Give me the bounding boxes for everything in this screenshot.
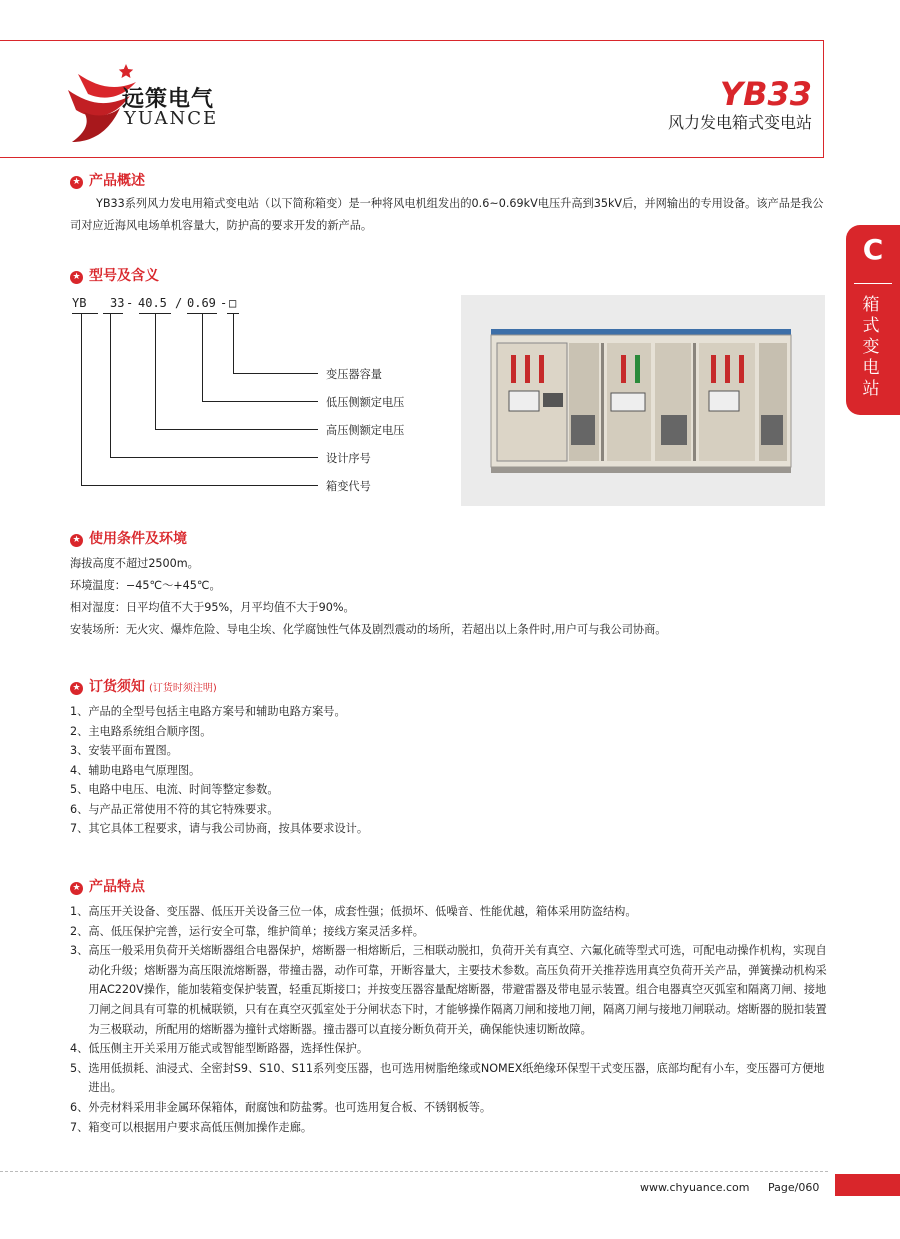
leader-horizontal-hv bbox=[155, 429, 318, 430]
ordering-subtitle: (订货时须注明) bbox=[149, 683, 217, 694]
ordering-heading bbox=[70, 676, 217, 696]
underline-yb bbox=[72, 313, 98, 314]
label-hv-rated-voltage: 高压侧额定电压 bbox=[326, 424, 405, 437]
list-item bbox=[70, 819, 840, 839]
ordering-list bbox=[70, 702, 840, 839]
model-code-series: 33 bbox=[110, 296, 125, 310]
footer-accent-block bbox=[835, 1174, 900, 1196]
overview-text: YB33系列风力发电用箱式变电站（以下简称箱变）是一种将风电机组发出的0.6~0.69kV电压升高到35kV后，并网输出的专用设备。该产品是我公司对应近海风电场单机容量大，防护高的要求开发的新产品。 bbox=[70, 197, 824, 232]
list-item bbox=[70, 702, 840, 722]
model-title: 型号及含义 bbox=[89, 268, 159, 284]
list-item-text: 产品的全型号包括主电路方案号和辅助电路方案号。 bbox=[88, 705, 346, 718]
list-item-number: 6、 bbox=[70, 1100, 89, 1114]
list-item-text: 辅助电路电气原理图。 bbox=[88, 763, 201, 777]
product-code: YB33 bbox=[719, 75, 812, 113]
leader-vertical-series bbox=[110, 313, 111, 457]
product-photo bbox=[461, 295, 825, 506]
leader-vertical-hv bbox=[155, 313, 156, 429]
conditions-heading bbox=[70, 528, 187, 548]
ordering-title: 订货须知 bbox=[89, 679, 145, 695]
list-item-text: 电路中电压、电流、时间等整定参数。 bbox=[88, 783, 279, 796]
list-item-number: 7、 bbox=[70, 822, 89, 835]
condition-line: 安装场所：无火灾、爆炸危险、导电尘埃、化学腐蚀性气体及剧烈震动的场所，若超出以上条件时,用户可与我公司协商。 bbox=[70, 623, 667, 636]
list-item-text: 安装平面布置图。 bbox=[88, 744, 178, 757]
brand-name-en: YUANCE bbox=[124, 108, 219, 129]
list-item bbox=[70, 1039, 832, 1059]
brand-name-cn: 远策电气 bbox=[122, 87, 215, 112]
list-item-text: 高压开关设备、变压器、低压开关设备三位一体，成套性强；低损坏、低噪音、性能优越，箱体采用防盗结构。 bbox=[88, 905, 637, 918]
list-item-number: 3、 bbox=[70, 744, 89, 757]
condition-line: 相对湿度：日平均值不大于95%，月平均值不大于90%。 bbox=[70, 601, 355, 614]
overview-heading bbox=[70, 170, 145, 190]
model-code-yb: YB bbox=[72, 296, 87, 310]
leader-horizontal-capacity bbox=[233, 373, 318, 374]
model-code-hv: 40.5 bbox=[138, 296, 167, 310]
list-item bbox=[70, 1059, 832, 1098]
list-item bbox=[70, 761, 840, 781]
list-item-number: 7、 bbox=[70, 1120, 89, 1134]
leader-vertical-lv bbox=[202, 313, 203, 401]
list-item-text: 与产品正常使用不符的其它特殊要求。 bbox=[88, 802, 279, 816]
label-capacity: 变压器容量 bbox=[326, 368, 382, 381]
star-bullet-icon: ★ bbox=[70, 271, 83, 284]
star-bullet-icon: ★ bbox=[70, 882, 83, 895]
footer-page-number: Page/060 bbox=[768, 1181, 820, 1194]
label-design-serial: 设计序号 bbox=[326, 452, 371, 465]
features-heading bbox=[70, 876, 145, 896]
list-item-text: 主电路系统组合顺序图。 bbox=[88, 724, 212, 738]
list-item bbox=[70, 800, 840, 820]
list-item-text: 其它具体工程要求，请与我公司协商，按具体要求设计。 bbox=[88, 822, 369, 835]
condition-line: 环境温度：−45℃～+45℃。 bbox=[70, 579, 221, 592]
category-name: 箱式变电站 bbox=[862, 295, 880, 399]
list-item-number: 4、 bbox=[70, 763, 89, 777]
list-item-number: 6、 bbox=[70, 802, 89, 816]
category-letter: C bbox=[862, 233, 884, 266]
list-item-number: 5、 bbox=[70, 1061, 89, 1075]
star-bullet-icon: ★ bbox=[70, 176, 83, 189]
list-item-number: 4、 bbox=[70, 1042, 89, 1056]
list-item bbox=[70, 941, 832, 1039]
list-item-text: 选用低损耗、油浸式、全密封S9、S10、S11系列变压器，也可选用树脂绝缘或NOMEX纸绝缘环保型干式变压器，底部均配有小车，变压器可方便地进出。 bbox=[88, 1061, 825, 1095]
list-item bbox=[70, 722, 840, 742]
footer-divider bbox=[0, 1171, 828, 1172]
list-item-number: 5、 bbox=[70, 783, 89, 796]
list-item-number: 2、 bbox=[70, 724, 89, 738]
list-item bbox=[70, 741, 840, 761]
footer-website: www.chyuance.com bbox=[640, 1181, 750, 1194]
product-name: 风力发电箱式变电站 bbox=[667, 113, 812, 132]
overview-title: 产品概述 bbox=[89, 173, 145, 189]
features-list bbox=[70, 902, 832, 1137]
star-bullet-icon: ★ bbox=[70, 682, 83, 695]
list-item-text: 低压侧主开关采用万能式或智能型断路器，选择性保护。 bbox=[88, 1042, 369, 1056]
label-lv-rated-voltage: 低压侧额定电压 bbox=[326, 396, 405, 409]
features-title: 产品特点 bbox=[89, 879, 145, 895]
list-item bbox=[70, 1098, 832, 1118]
list-item-text: 箱变可以根据用户要求高低压侧加操作走廊。 bbox=[88, 1120, 313, 1134]
model-code-dash-2: - bbox=[220, 296, 228, 310]
leader-horizontal-series bbox=[110, 457, 318, 458]
list-item-text: 高压一般采用负荷开关熔断器组合电器保护，熔断器一相熔断后，三相联动脱扣，负荷开关有真空、六氟化硫等型式可选，可配电动操作机构，实现自动化升级；熔断器为高压限流熔断器，带撞击器，动作可靠，开断容量大，主要技术参数。高压负荷开关推荐选用真空负荷开关产品，弹簧操动机构采用AC220V操作，能加装箱变保护装置，轻重瓦斯接口；并按变压器容量配熔断器，带避雷器及带电显示装置。组合电器真空灭弧室和隔离刀闸、接地刀闸之间具有可靠的机械联锁，只有在真空灭弧室处于分闸状态下时，才能够操作隔离刀闸和接地刀闸，隔离刀闸与接地刀闸联动。熔断器的脱扣装置为三极联动，所配用的熔断器为撞针式熔断器。撞击器可以直接分断负荷开关，确保能快速切断故障。 bbox=[88, 944, 827, 1036]
label-box-code: 箱变代号 bbox=[326, 480, 371, 493]
list-item-number: 2、 bbox=[70, 924, 89, 938]
underline-series bbox=[103, 313, 123, 314]
category-divider bbox=[854, 283, 892, 284]
model-heading bbox=[70, 265, 159, 285]
list-item-text: 外壳材料采用非金属环保箱体，耐腐蚀和防盐雾。也可选用复合板、不锈钢板等。 bbox=[88, 1100, 492, 1114]
list-item-text: 高、低压保护完善，运行安全可靠，维护简单；接线方案灵活多样。 bbox=[88, 924, 424, 938]
list-item-number: 1、 bbox=[70, 905, 89, 918]
list-item bbox=[70, 922, 832, 942]
conditions-title: 使用条件及环境 bbox=[89, 531, 187, 547]
category-side-tab bbox=[846, 225, 900, 415]
model-code-lv: 0.69 bbox=[187, 296, 216, 310]
leader-horizontal-lv bbox=[202, 401, 318, 402]
list-item-number: 3、 bbox=[70, 944, 89, 958]
leader-vertical-yb bbox=[81, 313, 82, 485]
conditions-list bbox=[70, 553, 840, 641]
list-item bbox=[70, 902, 832, 922]
star-bullet-icon: ★ bbox=[70, 534, 83, 547]
list-item bbox=[70, 780, 840, 800]
model-code-capacity: □ bbox=[229, 296, 237, 310]
model-code-slash: / bbox=[175, 296, 183, 310]
leader-horizontal-yb bbox=[81, 485, 318, 486]
list-item-number: 1、 bbox=[70, 705, 89, 718]
leader-vertical-capacity bbox=[233, 313, 234, 373]
condition-line: 海拔高度不超过2500m。 bbox=[70, 557, 199, 570]
list-item bbox=[70, 1118, 832, 1138]
substation-cabinet-image bbox=[461, 295, 825, 506]
model-code-dash-1: - bbox=[126, 296, 134, 310]
